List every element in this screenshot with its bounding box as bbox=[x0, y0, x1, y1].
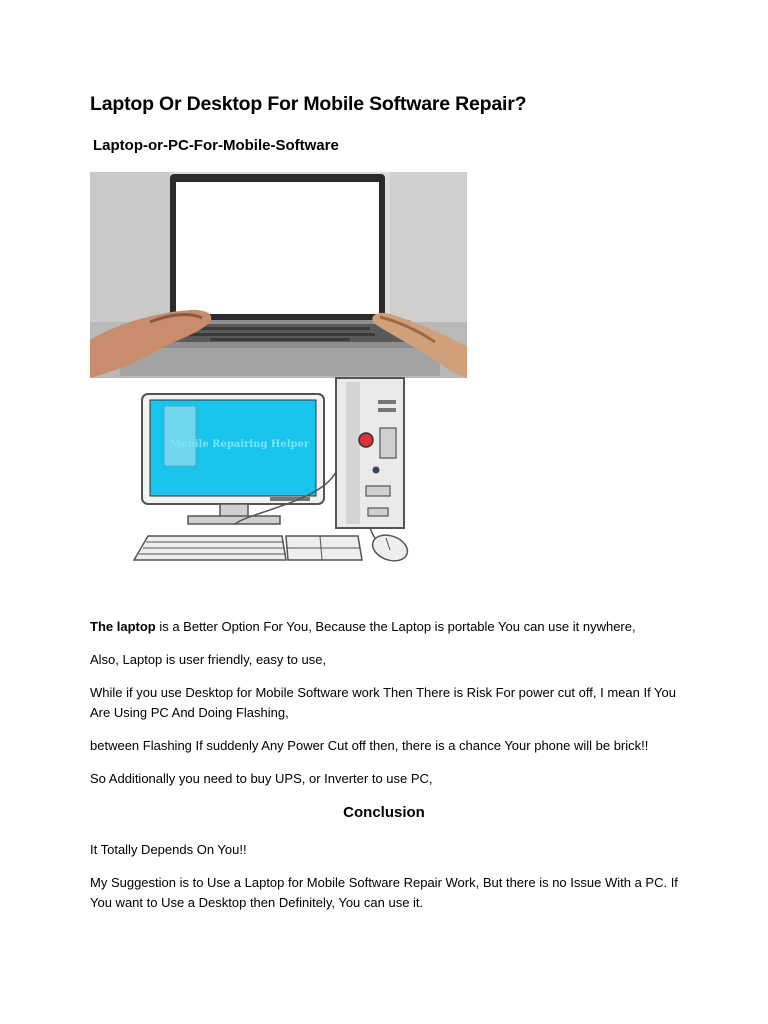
laptop-lead-rest: is a Better Option For You, Because the Laptop is portable You can use it nywhere, bbox=[155, 619, 636, 634]
conclusion-heading: Conclusion bbox=[343, 804, 425, 821]
article-title: Laptop Or Desktop For Mobile Software Repair? bbox=[90, 93, 527, 115]
paragraph-user-friendly: Also, Laptop is user friendly, easy to use, bbox=[90, 652, 327, 667]
laptop-lead-bold: The laptop bbox=[90, 619, 156, 634]
paragraph-power-cut: between Flashing If suddenly Any Power Cut off then, there is a chance Your phone will be brick!! bbox=[90, 738, 649, 753]
desktop-pc-clipart bbox=[134, 378, 411, 564]
paragraph-ups-inverter: So Additionally you need to buy UPS, or Inverter to use PC, bbox=[90, 771, 433, 786]
paragraph-depends: It Totally Depends On You!! bbox=[90, 842, 247, 857]
paragraph-laptop-better bbox=[90, 617, 680, 637]
monitor-screen-text: Mobile Repairing Helper bbox=[170, 439, 310, 450]
image-caption-heading: Laptop-or-PC-For-Mobile-Software bbox=[93, 137, 339, 154]
paragraph-desktop-risk: While if you use Desktop for Mobile Software work Then There is Risk For power cut off, I mean If You Are Using PC And Doing Flashing, bbox=[90, 685, 676, 720]
paragraph-suggestion: My Suggestion is to Use a Laptop for Mobile Software Repair Work, But there is no Issue With a PC. If You want to Use a Desktop then Definitely, You can use it. bbox=[90, 875, 678, 910]
laptop-and-desktop-illustration bbox=[90, 172, 470, 564]
laptop-photo bbox=[90, 172, 467, 378]
